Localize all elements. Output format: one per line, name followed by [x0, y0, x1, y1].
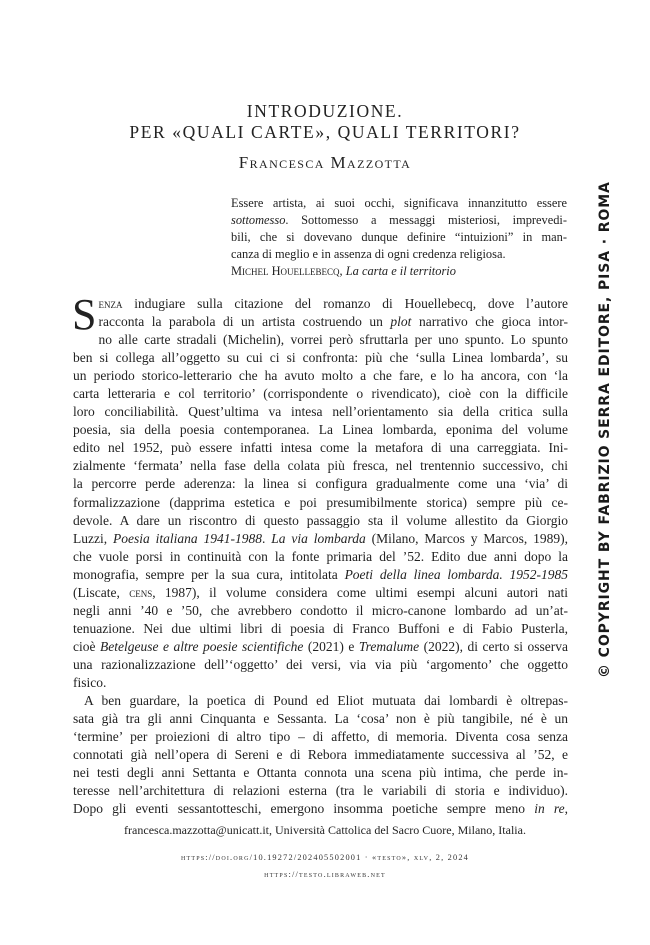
- body-emphasis: in re: [534, 801, 565, 817]
- body-line-text: Dopo gli eventi sessantotteschi, emergono insomma poetiche sempre meno: [73, 801, 535, 817]
- book-title: Betelgeuse e altre poesie scientifiche: [100, 638, 304, 654]
- body-line: formalizzazione (dapprima estetica e poi presumibilmente storica) sempre più ce-: [73, 494, 568, 510]
- epigraph-line: canza di meglio e in assenza di ogni credenza religiosa.: [231, 247, 506, 261]
- author-first-rest: rancesca: [249, 153, 325, 172]
- body-line-text: narrativo che gioca intor-: [411, 314, 568, 330]
- doi-line: https://doi.org/10.19272/202405502001 · «testo», xlv, 2, 2024: [180, 853, 470, 862]
- body-line: poesia, sia della poesia contemporanea. La Linea lombarda, eponima del volume: [73, 422, 568, 438]
- body-line-text: .: [261, 530, 272, 546]
- author-initial-last: M: [330, 153, 348, 172]
- epigraph-attribution: [231, 263, 567, 280]
- drop-cap: S: [72, 290, 97, 339]
- epigraph: [231, 195, 567, 280]
- body-line: che vuole porsi in continuità con la fonte primaria del ’52. Edito due anni dopo la: [73, 548, 568, 564]
- body-line: fisico.: [73, 674, 107, 690]
- body-line: ben si collega all’oggetto su cui ci si confronta: più che ‘sulla Linea lombarda’, su: [73, 350, 568, 366]
- body-line: zialmente ‘fermata’ nella fase della colata più fresca, nel trentennio successivo, chi: [73, 458, 568, 474]
- article-title-line-2: PER «QUALI CARTE», QUALI TERRITORI?: [129, 122, 521, 142]
- epigraph-line-rest: . Sottomesso a messaggi misteriosi, imprevedi-: [285, 213, 567, 227]
- body-line-text: Luzzi,: [73, 530, 113, 546]
- body-line-text: , 1987), il volume considera come ultimi esempi alcuni autori nati: [152, 584, 568, 600]
- body-line: no alle carte stradali (Michelin), vorrei però sfruttarla per uno spunto. Lo spunto: [98, 332, 568, 348]
- body-line: teresse nell’architettura di relazioni esterna (tra le variabili di storia e individuo).: [73, 783, 568, 799]
- book-title: La via lombarda: [271, 530, 366, 546]
- body-line: negli anni ’40 e ’50, che avrebbero condotto il micro-canone lombardo ad un’at-: [73, 602, 568, 618]
- body-line: A ben guardare, la poetica di Pound ed Eliot mutuata dai lombardi è oltrepas-: [84, 693, 568, 709]
- body-line-text: racconta la parabola di un artista costruendo un: [98, 314, 391, 330]
- body-line-text: cioè: [73, 638, 100, 654]
- body-line: tenuazione. Nei due ultimi libri di poesia di Franco Buffoni e di Fabio Pusterla,: [73, 620, 568, 636]
- body-line: loro conciliabilità. Quest’ultima va intesa nell’orientamento sia della critica sulla: [73, 404, 568, 420]
- first-word-rest: enza: [98, 296, 123, 311]
- body-line-text: (Milano, Marcos y Marcos, 1989),: [365, 530, 568, 546]
- body-line: connotati già nell’opera di Sereni e di Rebora immediatamente successiva al ’52, e: [73, 747, 568, 763]
- body-line-text: (Liscate,: [73, 584, 130, 600]
- body-emphasis: plot: [390, 314, 412, 330]
- publisher-abbrev: cens: [129, 584, 153, 600]
- body-line: [73, 800, 568, 818]
- body-line-text: indugiare sulla citazione del romanzo di Houellebecq, dove l’autore: [122, 296, 568, 311]
- epigraph-attribution-work: La carta e il territorio: [345, 264, 456, 278]
- body-line: [73, 530, 568, 548]
- epigraph-line: bili, che si dovevano dunque definire “intuizioni” in man-: [231, 230, 567, 244]
- article-title-line-1: INTRODUZIONE.: [246, 101, 404, 121]
- book-title: Poesia italiana 1941-1988: [112, 530, 262, 546]
- epigraph-line: [231, 212, 567, 229]
- copyright-sidebar: © COPYRIGHT BY FABRIZIO SERRA EDITORE, PISA · ROMA: [597, 181, 613, 678]
- author-footnote: francesca.mazzotta@unicatt.it, Università Cattolica del Sacro Cuore, Milano, Italia.: [124, 823, 526, 837]
- author-initial-first: F: [238, 153, 250, 172]
- body-line: [73, 638, 568, 656]
- journal-url: https://testo.libraweb.net: [264, 870, 386, 879]
- body-line: sata già tra gli anni Cinquanta e Sessanta. La ‘cosa’ non è più tangibile, né è un: [73, 711, 568, 727]
- body-line: una razionalizzazione dell’‘oggetto’ dei versi, via via più ‘argomento’ che oggetto: [73, 656, 568, 672]
- book-title: Poeti della linea lombarda. 1952-1985: [344, 566, 568, 582]
- body-line: nei testi degli anni Settanta e Ottanta connota una scena più intima, che perde in-: [73, 765, 568, 781]
- book-title: Tremalume: [358, 638, 420, 654]
- epigraph-emphasis: sottomesso: [231, 213, 286, 227]
- body-text: [72, 290, 568, 818]
- epigraph-line: Essere artista, ai suoi occhi, significava innanzitutto essere: [231, 196, 567, 210]
- body-line: [73, 295, 568, 313]
- body-line-text: (2022), di certo si osserva: [419, 638, 568, 654]
- body-line: devole. A dare un riscontro di questo passaggio sta il volume allestito da Giorgio: [73, 512, 568, 528]
- body-line: [73, 584, 568, 602]
- body-line: edito nel 1952, può essere infatti intesa come la metafora di una carreggiata. Ini-: [73, 440, 568, 456]
- body-line-text: (2021) e: [303, 638, 359, 654]
- body-line: ‘termine’ per proiezioni di altro tipo – di affetto, di memoria. Diventa cosa senza: [73, 729, 568, 745]
- author-name: [0, 153, 650, 173]
- body-line: [73, 566, 568, 584]
- body-line-text: ,: [564, 801, 568, 817]
- body-line: un periodo storico-letterario che ha avuto molto a che fare, e lo ha ancora, con ‘la: [73, 368, 568, 384]
- author-last-rest: azzotta: [347, 153, 412, 172]
- body-line: [73, 313, 568, 331]
- epigraph-attribution-author: Michel Houellebecq,: [231, 264, 343, 278]
- body-line: la percorre perde aderenza: la linea si configura gradualmente come una ‘via’ di: [73, 476, 568, 492]
- body-line-text: monografia, sempre per la sua cura, intitolata: [73, 566, 345, 582]
- body-line: carta letteraria e col territorio’ (corrispondente o rivendicato), cioè con la difficile: [73, 386, 568, 402]
